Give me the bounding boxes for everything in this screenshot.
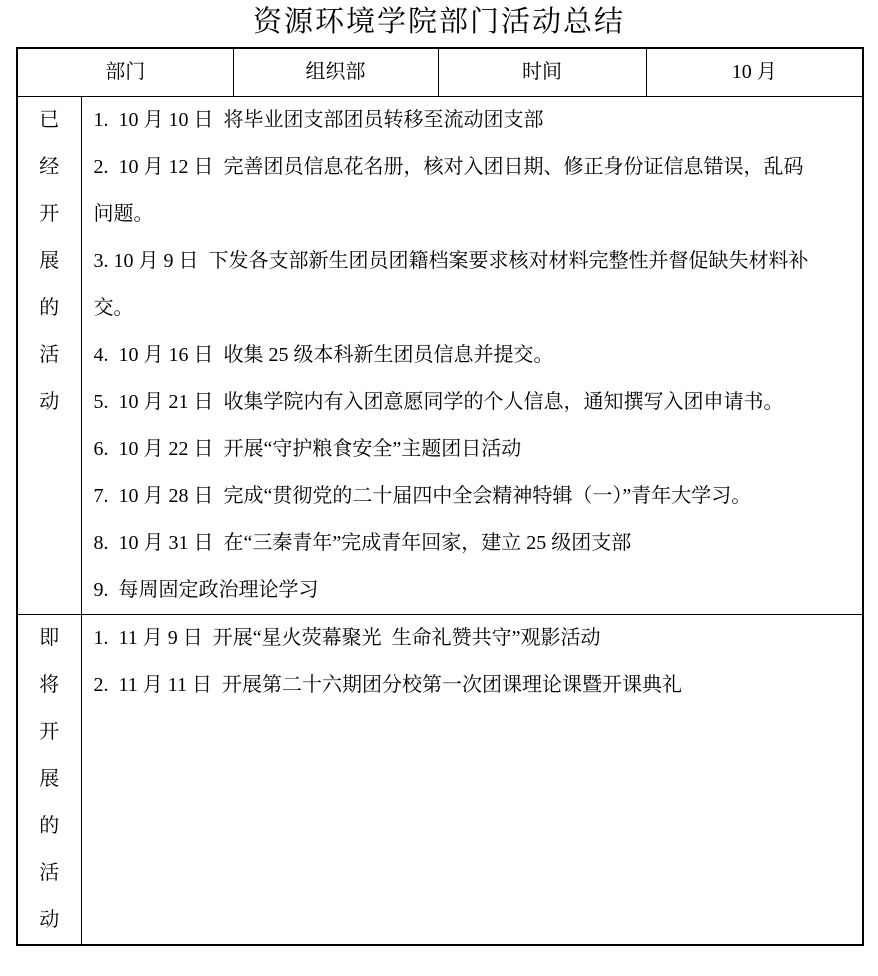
activity-line: 8. 10 月 31 日 在“三秦青年”完成青年回家，建立 25 级团支部 <box>93 531 632 554</box>
label-char: 开 <box>39 720 60 743</box>
label-char: 开 <box>39 202 60 225</box>
table-header-row <box>17 48 863 96</box>
activity-line: 2. 11 月 11 日 开展第二十六期团分校第一次团课理论课暨开课典礼 <box>93 673 683 696</box>
label-char: 展 <box>39 767 60 790</box>
activity-line: 交。 <box>93 296 134 319</box>
completed-activities-label-cell <box>17 96 81 614</box>
label-char: 经 <box>39 155 60 178</box>
upcoming-activities-row <box>17 614 863 945</box>
label-char: 的 <box>39 296 60 319</box>
label-char: 即 <box>39 626 60 649</box>
activity-line: 1. 11 月 9 日 开展“星火荧幕聚光 生命礼赞共守”观影活动 <box>93 626 601 649</box>
label-char: 活 <box>39 343 60 366</box>
label-char: 将 <box>39 673 60 696</box>
activity-line: 2. 10 月 12 日 完善团员信息花名册，核对入团日期、修正身份证信息错误，乱码 <box>93 155 804 178</box>
activity-line: 4. 10 月 16 日 收集 25 级本科新生团员信息并提交。 <box>93 343 554 366</box>
activity-line: 9. 每周固定政治理论学习 <box>93 578 319 601</box>
activity-line: 6. 10 月 22 日 开展“守护粮食安全”主题团日活动 <box>93 437 522 460</box>
activity-line: 5. 10 月 21 日 收集学院内有入团意愿同学的个人信息，通知撰写入团申请书。 <box>93 390 784 413</box>
activity-line: 3. 10 月 9 日 下发各支部新生团员团籍档案要求核对材料完整性并督促缺失材料补 <box>93 249 809 272</box>
label-char: 展 <box>39 249 60 272</box>
label-char: 动 <box>39 908 60 931</box>
label-char: 动 <box>39 390 60 413</box>
page-title: 资源环境学院部门活动总结 <box>252 6 625 38</box>
activity-line: 1. 10 月 10 日 将毕业团支部团员转移至流动团支部 <box>93 108 544 131</box>
header-time-value-cell: 10 月 <box>646 48 863 96</box>
header-dept-value-cell: 组织部 <box>233 48 438 96</box>
activity-line: 问题。 <box>93 202 154 225</box>
completed-activities-row <box>17 96 863 614</box>
upcoming-activities-content-cell <box>81 614 863 945</box>
label-char: 已 <box>39 108 60 131</box>
header-time-label-cell: 时间 <box>438 48 646 96</box>
header-dept-label-cell: 部门 <box>17 48 233 96</box>
activity-summary-table <box>16 47 864 946</box>
upcoming-activities-label-cell <box>17 614 81 945</box>
label-char: 的 <box>39 814 60 837</box>
label-char: 活 <box>39 861 60 884</box>
completed-activities-content-cell <box>81 96 863 614</box>
activity-line: 7. 10 月 28 日 完成“贯彻党的二十届四中全会精神特辑（一）”青年大学习。 <box>93 484 752 507</box>
